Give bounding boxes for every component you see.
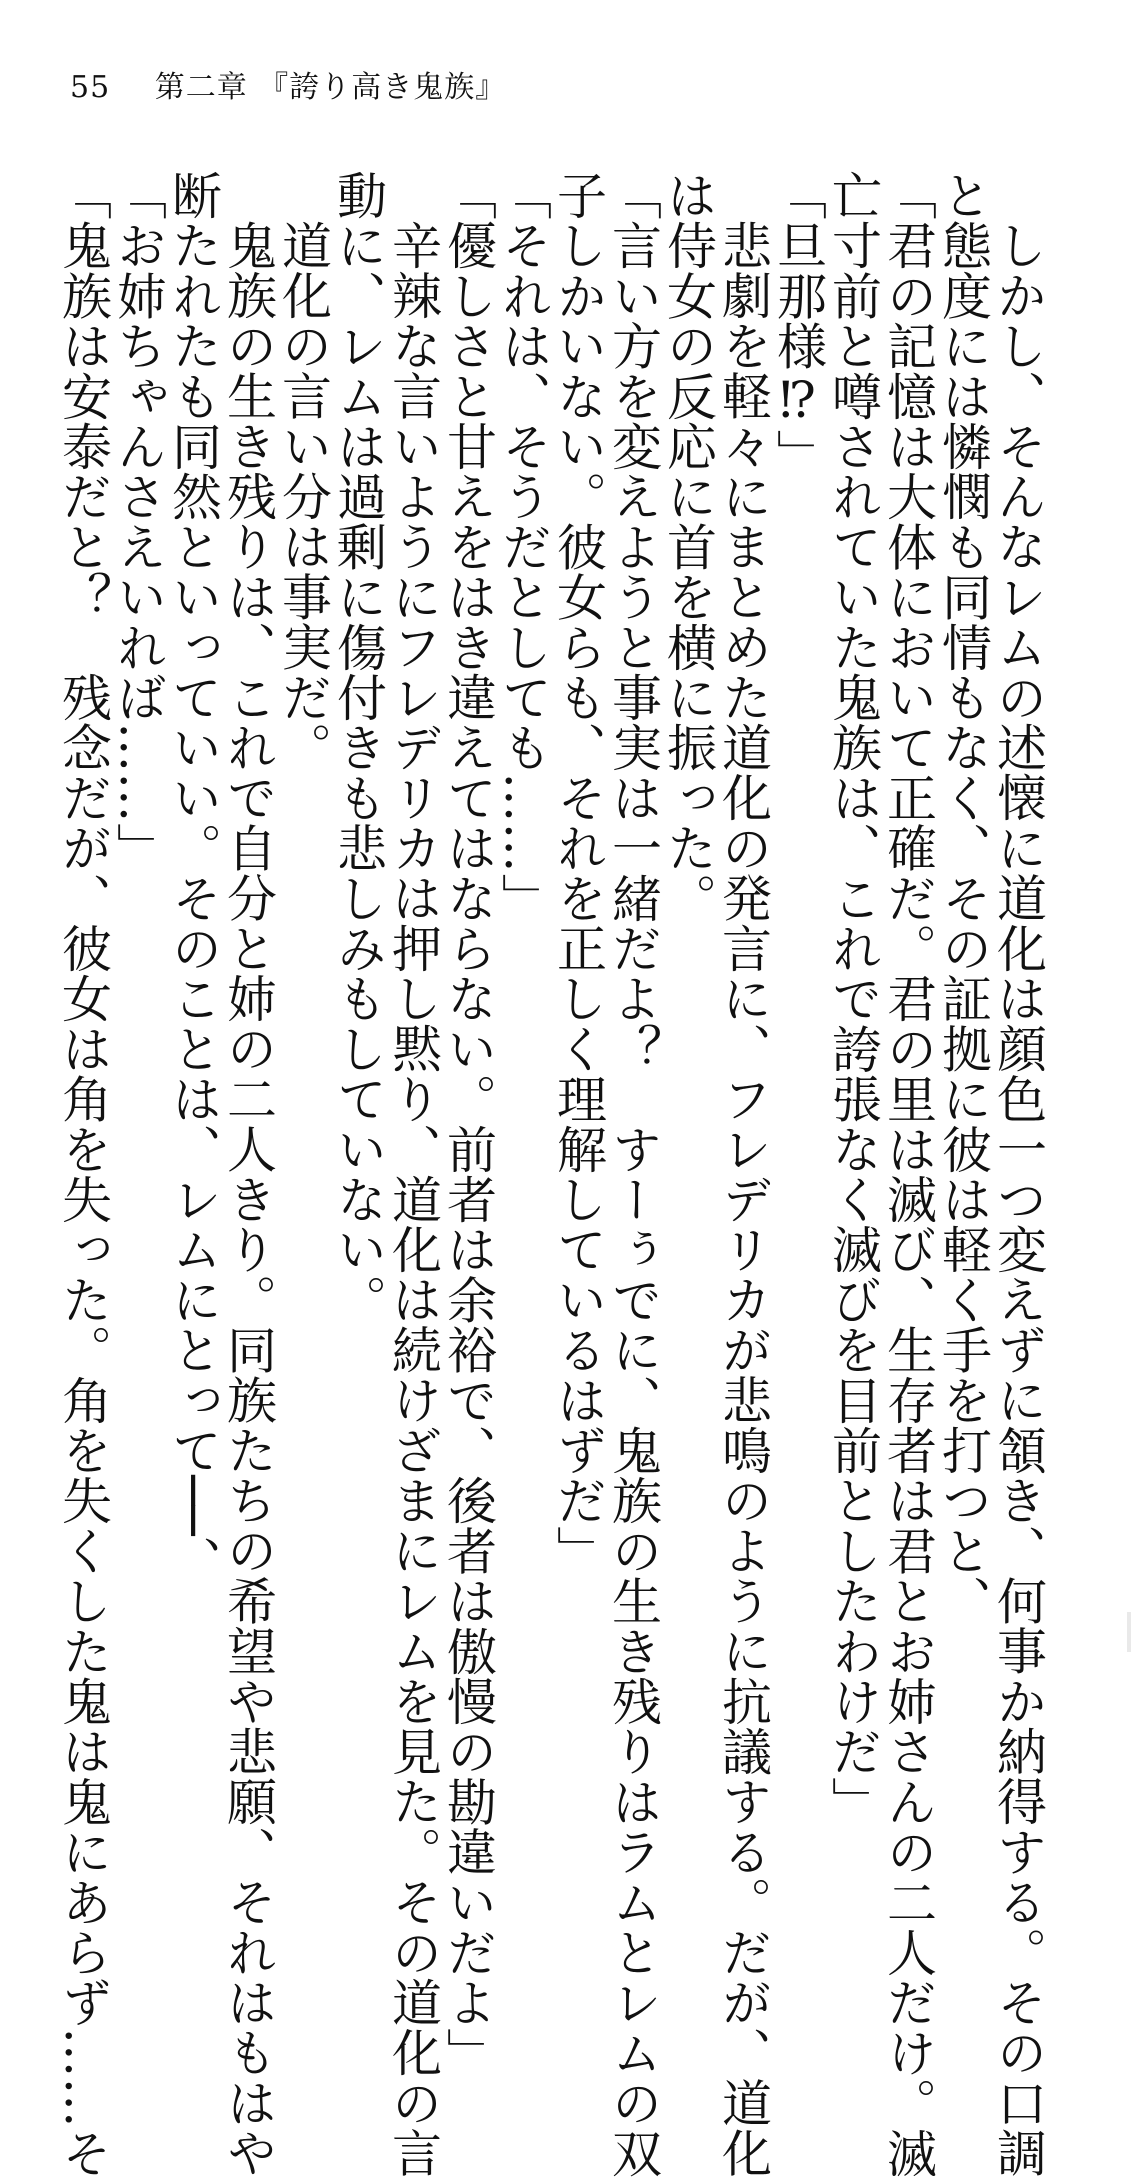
text-line: 「言い方を変えようと事実は一緒だよ？ すーぅでに、鬼族の生き残りはラムとレムの双 (604, 170, 662, 2178)
running-header (70, 62, 506, 106)
text-line: 「旦那様⁉」 (769, 170, 827, 480)
text-line: 鬼族の生き残りは、これで自分と姉の二人きり。同族たちの希望や悲願、それはもはや (219, 220, 277, 2178)
text-line: 「優しさと甘えをはき違えてはならない。前者は余裕で、後者は傲慢の勘違いだよ」 (439, 170, 497, 2078)
text-line: 「お姉ちゃんさえいれば……」 (109, 170, 167, 873)
text-line: 断たれたも同然といっていい。そのことは、レムにとって──、 (164, 170, 222, 1587)
text-line: 辛辣な言いようにフレデリカは押し黙り、道化は続けざまにレムを見た。その道化の言 (384, 220, 442, 2178)
text-line: 動に、レムは過剰に傷付きも悲しみもしていない。 (329, 170, 387, 1325)
text-line: しかし、そんなレムの述懐に道化は顔色一つ変えずに頷き、何事か納得する。その口調 (989, 220, 1047, 2178)
vertical-body-text (54, 170, 1047, 2178)
text-line: は侍女の反応に首を横に振った。 (659, 170, 717, 923)
text-line: と態度には憐憫も同情もなく、その証拠に彼は軽く手を打つと、 (934, 170, 992, 1626)
chapter-title: 第二章 『誇り高き鬼族』 (154, 70, 507, 105)
text-line: 「鬼族は安泰だと？ 残念だが、彼女は角を失った。角を失くした鬼は鬼にあらず……そ (54, 170, 112, 2178)
text-line: 「君の記憶は大体において正確だ。君の里は滅び、生存者は君とお姉さんの二人だけ。滅 (879, 170, 937, 2178)
text-line: 亡寸前と噂されていた鬼族は、これで誇張なく滅びを目前としたわけだ」 (824, 170, 882, 1827)
text-line: 子しかいない。彼女らも、それを正しく理解しているはずだ」 (549, 170, 607, 1576)
text-line: 悲劇を軽々にまとめた道化の発言に、フレデリカが悲鳴のように抗議する。だが、道化 (714, 220, 772, 2178)
text-line: 「それは、そうだとしても……」 (494, 170, 552, 923)
page-number: 55 (70, 70, 111, 105)
scan-edge-mark (1127, 1612, 1131, 1652)
text-line: 道化の言い分は事実だ。 (274, 220, 332, 773)
